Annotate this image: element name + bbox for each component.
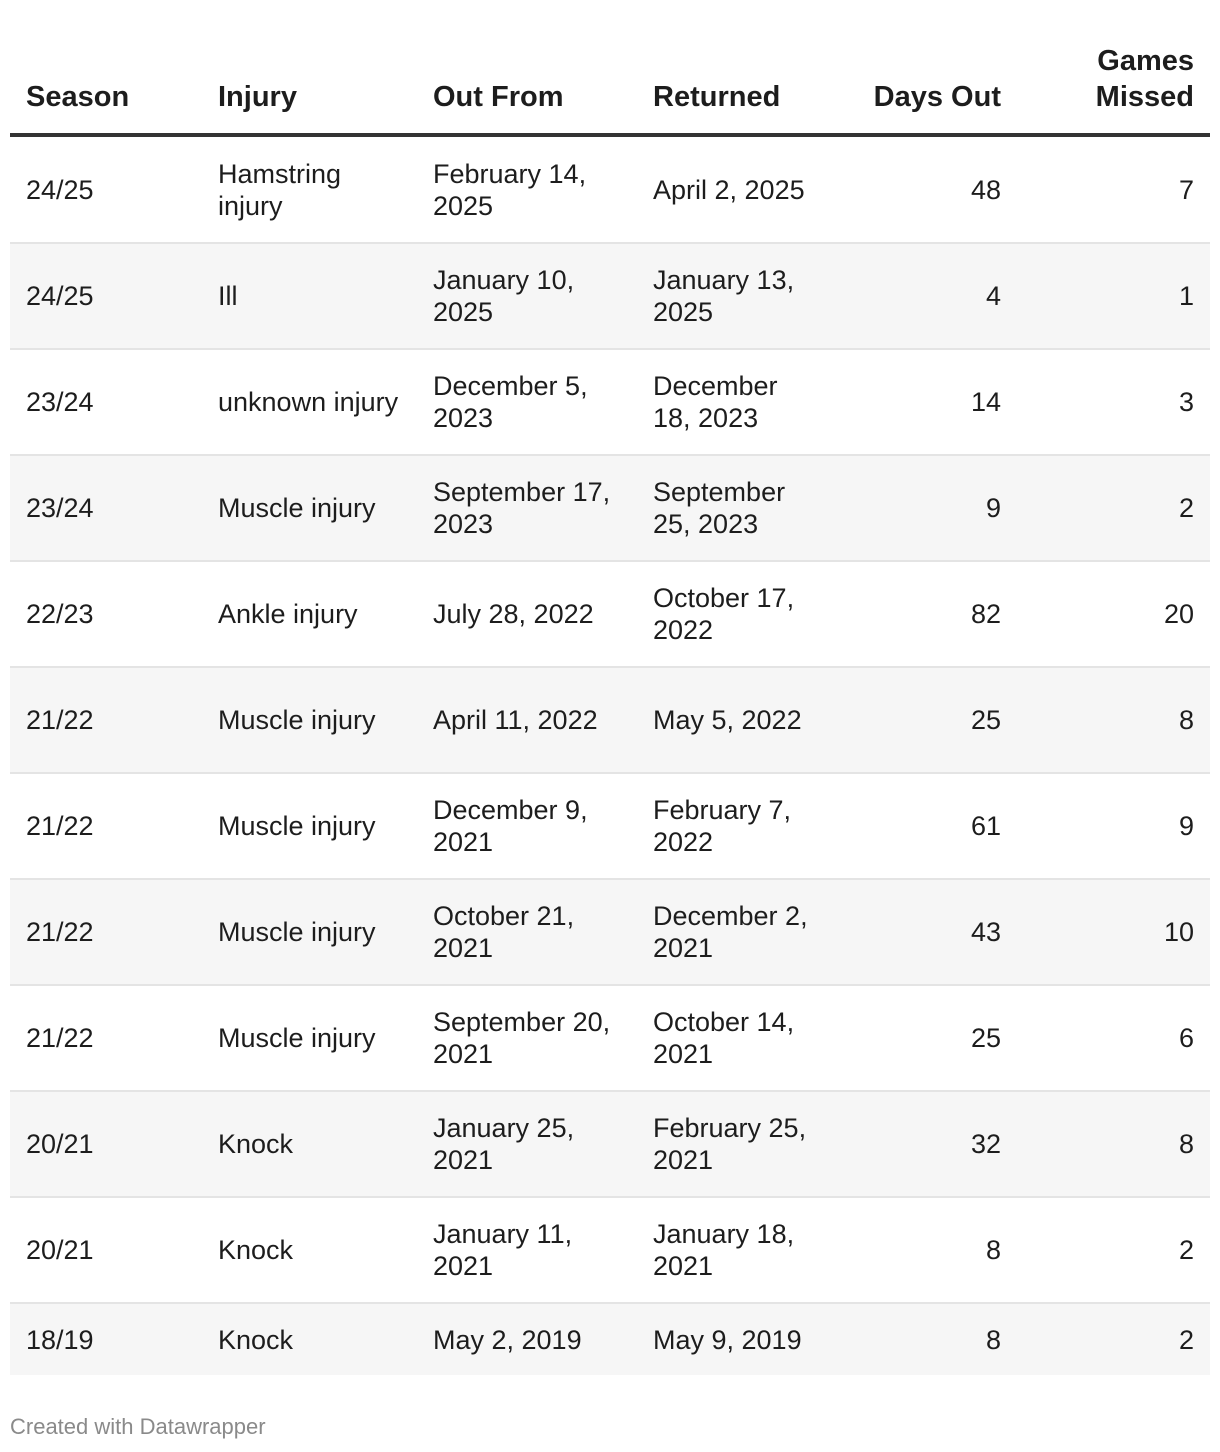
cell-days-out: 8 (837, 1303, 1017, 1375)
cell-returned: May 9, 2019 (637, 1303, 837, 1375)
injury-history-table (10, 0, 1210, 1375)
cell-season: 23/24 (10, 455, 202, 561)
cell-returned: October 17, 2022 (637, 561, 837, 667)
cell-games-missed: 10 (1017, 879, 1210, 985)
cell-days-out: 25 (837, 985, 1017, 1091)
cell-season: 22/23 (10, 561, 202, 667)
cell-injury: Hamstring injury (202, 135, 417, 243)
cell-out-from: January 25, 2021 (417, 1091, 637, 1197)
cell-season: 18/19 (10, 1303, 202, 1375)
cell-games-missed: 1 (1017, 243, 1210, 349)
cell-out-from: January 11, 2021 (417, 1197, 637, 1303)
cell-injury: Ill (202, 243, 417, 349)
cell-out-from: April 11, 2022 (417, 667, 637, 773)
cell-games-missed: 8 (1017, 1091, 1210, 1197)
cell-season: 21/22 (10, 773, 202, 879)
cell-returned: October 14, 2021 (637, 985, 837, 1091)
cell-season: 24/25 (10, 243, 202, 349)
cell-injury: Muscle injury (202, 879, 417, 985)
cell-days-out: 82 (837, 561, 1017, 667)
cell-games-missed: 7 (1017, 135, 1210, 243)
cell-days-out: 61 (837, 773, 1017, 879)
cell-games-missed: 2 (1017, 455, 1210, 561)
cell-games-missed: 2 (1017, 1303, 1210, 1375)
cell-days-out: 14 (837, 349, 1017, 455)
cell-out-from: July 28, 2022 (417, 561, 637, 667)
table-row (10, 879, 1210, 985)
cell-days-out: 32 (837, 1091, 1017, 1197)
cell-days-out: 9 (837, 455, 1017, 561)
cell-out-from: October 21, 2021 (417, 879, 637, 985)
cell-returned: May 5, 2022 (637, 667, 837, 773)
table-header (10, 0, 1210, 135)
table-row (10, 985, 1210, 1091)
cell-days-out: 48 (837, 135, 1017, 243)
cell-season: 21/22 (10, 879, 202, 985)
cell-games-missed: 20 (1017, 561, 1210, 667)
cell-days-out: 8 (837, 1197, 1017, 1303)
table-row (10, 1197, 1210, 1303)
cell-out-from: February 14, 2025 (417, 135, 637, 243)
cell-out-from: December 9, 2021 (417, 773, 637, 879)
injury-table-container (10, 0, 1210, 1375)
cell-injury: Muscle injury (202, 667, 417, 773)
cell-season: 23/24 (10, 349, 202, 455)
header-days-out[interactable]: Days Out (837, 0, 1017, 135)
table-row (10, 667, 1210, 773)
cell-injury: Muscle injury (202, 773, 417, 879)
table-body (10, 135, 1210, 1375)
table-row (10, 773, 1210, 879)
cell-returned: January 18, 2021 (637, 1197, 837, 1303)
cell-out-from: May 2, 2019 (417, 1303, 637, 1375)
cell-injury: unknown injury (202, 349, 417, 455)
cell-games-missed: 2 (1017, 1197, 1210, 1303)
cell-games-missed: 6 (1017, 985, 1210, 1091)
cell-days-out: 43 (837, 879, 1017, 985)
header-season[interactable]: Season (10, 0, 202, 135)
cell-returned: January 13, 2025 (637, 243, 837, 349)
cell-injury: Muscle injury (202, 985, 417, 1091)
header-games-missed[interactable]: Games Missed (1017, 0, 1210, 135)
cell-returned: December 18, 2023 (637, 349, 837, 455)
cell-season: 21/22 (10, 985, 202, 1091)
table-row (10, 561, 1210, 667)
cell-games-missed: 8 (1017, 667, 1210, 773)
cell-season: 20/21 (10, 1197, 202, 1303)
cell-returned: February 7, 2022 (637, 773, 837, 879)
header-row (10, 0, 1210, 135)
cell-out-from: September 17, 2023 (417, 455, 637, 561)
cell-season: 21/22 (10, 667, 202, 773)
cell-games-missed: 3 (1017, 349, 1210, 455)
cell-season: 24/25 (10, 135, 202, 243)
table-row (10, 349, 1210, 455)
header-injury[interactable]: Injury (202, 0, 417, 135)
cell-out-from: January 10, 2025 (417, 243, 637, 349)
cell-injury: Muscle injury (202, 455, 417, 561)
header-out-from[interactable]: Out From (417, 0, 637, 135)
table-row (10, 1303, 1210, 1375)
cell-injury: Ankle injury (202, 561, 417, 667)
cell-injury: Knock (202, 1197, 417, 1303)
header-returned[interactable]: Returned (637, 0, 837, 135)
cell-days-out: 25 (837, 667, 1017, 773)
cell-games-missed: 9 (1017, 773, 1210, 879)
table-row (10, 455, 1210, 561)
cell-season: 20/21 (10, 1091, 202, 1197)
cell-injury: Knock (202, 1091, 417, 1197)
cell-out-from: December 5, 2023 (417, 349, 637, 455)
table-row (10, 1091, 1210, 1197)
cell-returned: April 2, 2025 (637, 135, 837, 243)
cell-returned: September 25, 2023 (637, 455, 837, 561)
cell-injury: Knock (202, 1303, 417, 1375)
cell-returned: February 25, 2021 (637, 1091, 837, 1197)
cell-returned: December 2, 2021 (637, 879, 837, 985)
cell-out-from: September 20, 2021 (417, 985, 637, 1091)
cell-days-out: 4 (837, 243, 1017, 349)
table-row (10, 243, 1210, 349)
table-row (10, 135, 1210, 243)
datawrapper-credit[interactable]: Created with Datawrapper (10, 1414, 266, 1439)
